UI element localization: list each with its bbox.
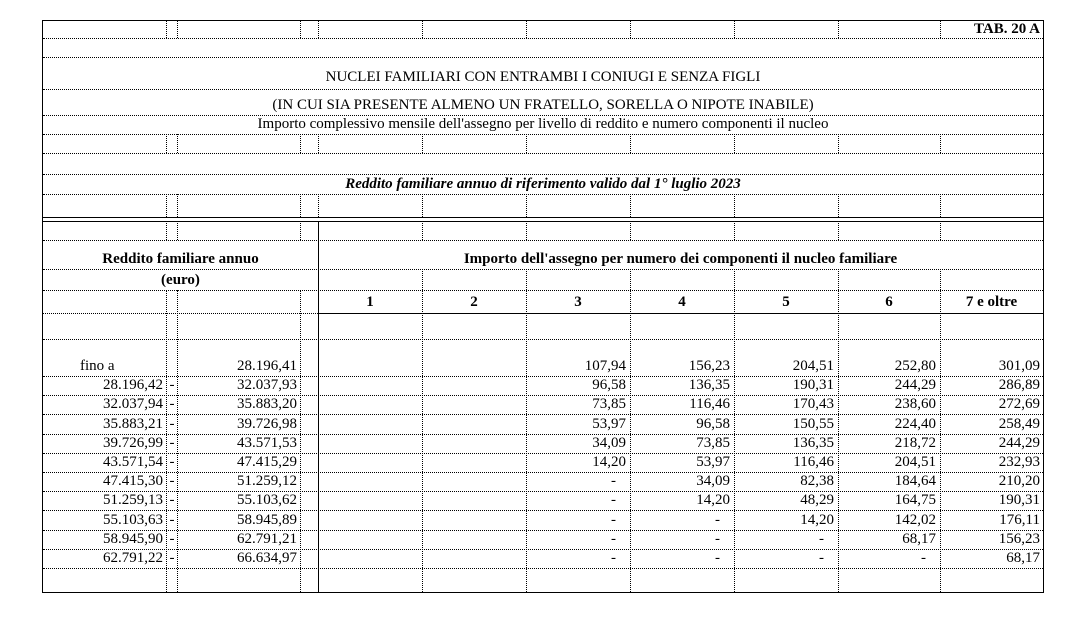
col-rule <box>177 194 178 217</box>
allowance-value: 116,46 <box>793 454 834 470</box>
col-rule <box>300 134 301 153</box>
allowance-value: 252,80 <box>894 358 936 374</box>
col-rule <box>422 290 423 592</box>
column-header: 7 e oltre <box>965 294 1018 310</box>
table-code: TAB. 20 A <box>974 21 1040 37</box>
income-to: 58.945,89 <box>237 511 297 528</box>
allowance-value: - <box>715 511 720 528</box>
column-header: 2 <box>470 294 478 310</box>
row-rule <box>43 194 1043 195</box>
col-rule <box>300 290 301 592</box>
col-rule <box>177 21 178 38</box>
allowance-value: 286,89 <box>998 377 1040 394</box>
allowance-value: 14,20 <box>696 492 730 509</box>
allowance-value: 116,46 <box>689 396 730 413</box>
allowance-value: 142,02 <box>894 511 936 528</box>
allowance-value: 176,11 <box>999 511 1040 528</box>
col-rule <box>318 21 319 38</box>
row-rule <box>43 134 1043 135</box>
col-rule <box>177 290 178 592</box>
double-rule-top <box>43 217 1043 218</box>
allowance-value: 224,40 <box>894 415 936 432</box>
range-separator: - <box>169 396 175 413</box>
col-rule <box>166 290 167 592</box>
allowance-value: 204,51 <box>792 358 834 374</box>
range-separator: - <box>169 550 175 566</box>
income-from: 43.571,54 <box>103 454 163 470</box>
allowance-value: 96,58 <box>696 415 730 432</box>
row-rule <box>43 339 1043 340</box>
row-rule <box>43 153 1043 154</box>
col-rule <box>422 269 423 290</box>
allowance-value: 107,94 <box>584 358 626 374</box>
column-header: 1 <box>366 294 374 310</box>
allowance-value: - <box>921 550 926 566</box>
col-rule <box>300 21 301 38</box>
left-header-title: Reddito familiare annuo <box>102 251 259 267</box>
income-from: fino a <box>80 358 115 374</box>
allowance-value: 184,64 <box>894 473 936 490</box>
income-from: 55.103,63 <box>103 511 163 528</box>
col-rule <box>630 21 631 38</box>
right-header-title: Importo dell'assegno per numero dei componenti il nucleo familiare <box>463 251 898 267</box>
allowance-value: 170,43 <box>792 396 834 413</box>
col-rule <box>166 21 167 38</box>
column-header: 4 <box>678 294 686 310</box>
col-rule <box>838 221 839 240</box>
allowance-value: 156,23 <box>998 530 1040 547</box>
col-rule <box>422 194 423 217</box>
income-from: 32.037,94 <box>103 396 163 413</box>
allowance-value: 244,29 <box>998 434 1040 451</box>
col-rule <box>526 194 527 217</box>
col-rule <box>422 221 423 240</box>
allowance-value: 73,85 <box>696 434 730 451</box>
allowance-value: - <box>611 492 616 509</box>
income-to: 66.634,97 <box>237 550 297 566</box>
allowance-value: 218,72 <box>894 434 936 451</box>
col-rule <box>166 221 167 240</box>
col-rule <box>734 21 735 38</box>
col-rule <box>838 21 839 38</box>
allowance-value: 238,60 <box>894 396 936 413</box>
allowance-value: 82,38 <box>800 473 834 490</box>
col-rule <box>526 134 527 153</box>
income-from: 35.883,21 <box>103 415 163 432</box>
col-rule <box>526 221 527 240</box>
row-rule <box>43 269 1043 270</box>
col-rule <box>166 134 167 153</box>
range-separator: - <box>169 530 175 547</box>
allowance-value: 14,20 <box>592 454 626 470</box>
income-from: 51.259,13 <box>103 492 163 509</box>
allowance-value: - <box>611 511 616 528</box>
column-header-rule <box>318 313 1043 314</box>
allowance-value: 136,35 <box>792 434 834 451</box>
subtitle: Importo complessivo mensile dell'assegno per livello di reddito e numero componenti il nucleo <box>257 116 829 132</box>
allowance-value: 210,20 <box>998 473 1040 490</box>
allowance-value: 68,17 <box>1006 550 1040 566</box>
income-to: 28.196,41 <box>237 358 297 374</box>
allowance-value: - <box>715 550 720 566</box>
allowance-value: 73,85 <box>592 396 626 413</box>
col-rule <box>630 194 631 217</box>
allowance-value: 96,58 <box>592 377 626 394</box>
allowance-value: 150,55 <box>792 415 834 432</box>
allowance-value: - <box>611 530 616 547</box>
col-rule <box>734 134 735 153</box>
income-from: 58.945,90 <box>103 530 163 547</box>
range-separator: - <box>169 434 175 451</box>
allowance-value: 232,93 <box>998 454 1040 470</box>
income-from: 39.726,99 <box>103 434 163 451</box>
allowance-value: 301,09 <box>998 358 1040 374</box>
income-from: 28.196,42 <box>103 377 163 394</box>
row-rule <box>43 38 1043 39</box>
income-to: 35.883,20 <box>237 396 297 413</box>
col-rule <box>940 269 941 290</box>
col-rule <box>630 269 631 290</box>
col-rule <box>630 221 631 240</box>
allowance-value: 156,23 <box>688 358 730 374</box>
allowance-value: 48,29 <box>800 492 834 509</box>
income-to: 55.103,62 <box>237 492 297 509</box>
row-rule <box>43 89 1043 90</box>
allowance-value: 204,51 <box>894 454 936 470</box>
col-rule <box>177 134 178 153</box>
income-from: 47.415,30 <box>103 473 163 490</box>
income-from: 62.791,22 <box>103 550 163 566</box>
range-separator: - <box>169 473 175 490</box>
double-rule-bottom <box>43 221 1043 222</box>
column-header: 6 <box>885 294 893 310</box>
col-rule <box>940 134 941 153</box>
allowance-value: 258,49 <box>998 415 1040 432</box>
column-header: 5 <box>782 294 790 310</box>
range-separator: - <box>169 415 175 432</box>
allowance-value: 190,31 <box>998 492 1040 509</box>
reference-line: Reddito familiare annuo di riferimento valido dal 1° luglio 2023 <box>345 176 741 192</box>
allowance-value: - <box>819 530 824 547</box>
col-rule <box>734 269 735 290</box>
col-rule <box>838 194 839 217</box>
income-to: 39.726,98 <box>237 415 297 432</box>
allowance-value: 136,35 <box>688 377 730 394</box>
col-rule <box>838 134 839 153</box>
allowance-value: 68,17 <box>902 530 936 547</box>
table-row-rule <box>43 568 1043 569</box>
col-rule <box>166 194 167 217</box>
income-to: 51.259,12 <box>237 473 297 490</box>
range-separator: - <box>169 492 175 509</box>
column-header: 3 <box>574 294 582 310</box>
row-rule <box>43 240 1043 241</box>
allowance-value: - <box>611 473 616 490</box>
allowance-value: 164,75 <box>894 492 936 509</box>
col-rule <box>940 194 941 217</box>
row-rule <box>43 290 1043 291</box>
col-rule <box>734 194 735 217</box>
allowance-value: - <box>611 550 616 566</box>
col-rule <box>177 221 178 240</box>
col-rule <box>526 269 527 290</box>
income-to: 43.571,53 <box>237 434 297 451</box>
title-line-1: NUCLEI FAMILIARI CON ENTRAMBI I CONIUGI E SENZA FIGLI <box>325 69 761 85</box>
allowance-value: 34,09 <box>592 434 626 451</box>
income-to: 62.791,21 <box>237 530 297 547</box>
col-rule <box>300 194 301 217</box>
allowance-value: 53,97 <box>592 415 626 432</box>
allowance-value: - <box>715 530 720 547</box>
income-to: 47.415,29 <box>237 454 297 470</box>
allowance-value: 53,97 <box>696 454 730 470</box>
col-rule <box>526 21 527 38</box>
col-rule <box>318 134 319 153</box>
col-rule <box>630 134 631 153</box>
range-separator: - <box>169 454 175 470</box>
block-divider <box>318 221 319 592</box>
col-rule <box>422 134 423 153</box>
col-rule <box>734 221 735 240</box>
row-rule <box>43 57 1043 58</box>
left-header-unit: (euro) <box>161 272 200 288</box>
allowance-value: 14,20 <box>800 511 834 528</box>
title-line-2: (IN CUI SIA PRESENTE ALMENO UN FRATELLO, SORELLA O NIPOTE INABILE) <box>272 97 814 113</box>
allowance-value: 34,09 <box>696 473 730 490</box>
col-rule <box>422 21 423 38</box>
allowance-value: 244,29 <box>894 377 936 394</box>
allowance-value: 272,69 <box>998 396 1040 413</box>
col-rule <box>838 269 839 290</box>
col-rule <box>300 221 301 240</box>
range-separator: - <box>169 511 175 528</box>
col-rule <box>318 194 319 217</box>
range-separator: - <box>169 377 175 394</box>
allowance-value: 190,31 <box>792 377 834 394</box>
income-to: 32.037,93 <box>237 377 297 394</box>
col-rule <box>940 221 941 240</box>
row-rule <box>43 313 318 314</box>
allowance-value: - <box>819 550 824 566</box>
